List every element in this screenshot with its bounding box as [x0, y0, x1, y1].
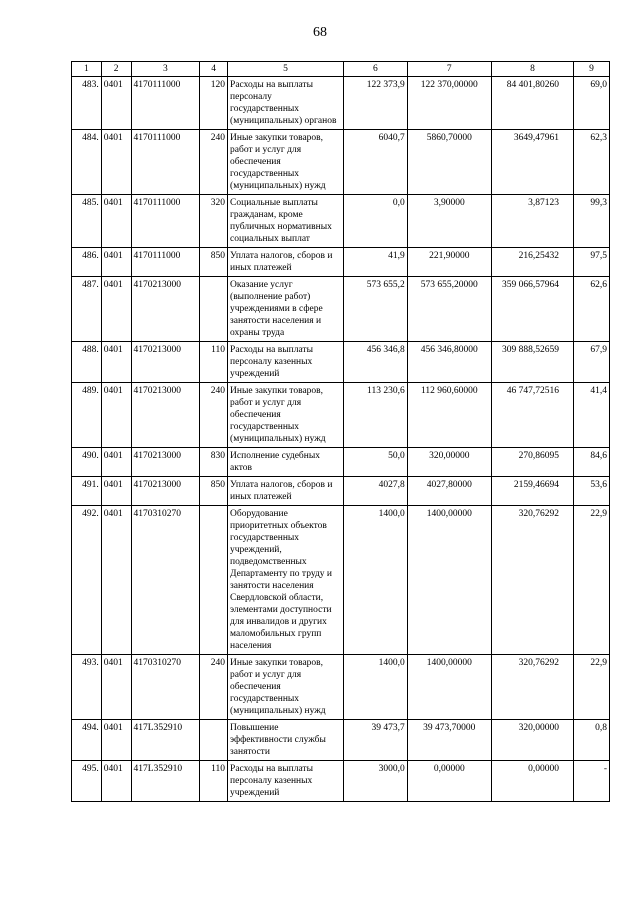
- executed-amount: 216,25432: [491, 248, 573, 277]
- section-code: 0401: [101, 477, 131, 506]
- target-article-code: 4170111000: [131, 77, 200, 130]
- column-header: 8: [491, 62, 573, 77]
- target-article-code: 417L352910: [131, 761, 200, 802]
- row-number: 490.: [72, 448, 102, 477]
- section-code: 0401: [101, 130, 131, 195]
- column-header: 3: [131, 62, 200, 77]
- column-header: 1: [72, 62, 102, 77]
- execution-percent: 0,8: [574, 720, 610, 761]
- column-header: 4: [200, 62, 228, 77]
- approved-amount: 456 346,8: [344, 342, 408, 383]
- item-name: Уплата налогов, сборов и иных платежей: [228, 477, 344, 506]
- table-row: [72, 448, 610, 477]
- executed-amount: 46 747,72516: [491, 383, 573, 448]
- column-header: 2: [101, 62, 131, 77]
- approved-amount: 0,0: [344, 195, 408, 248]
- approved-amount: 3000,0: [344, 761, 408, 802]
- table-row: [72, 655, 610, 720]
- execution-percent: 41,4: [574, 383, 610, 448]
- table-row: [72, 248, 610, 277]
- row-number: 491.: [72, 477, 102, 506]
- target-article-code: 4170111000: [131, 130, 200, 195]
- section-code: 0401: [101, 277, 131, 342]
- row-number: 492.: [72, 506, 102, 655]
- target-article-code: 4170213000: [131, 277, 200, 342]
- expense-type-code: 110: [200, 342, 228, 383]
- item-name: Расходы на выплаты персоналу казенных учреждений: [228, 761, 344, 802]
- item-name: Оказание услуг (выполнение работ) учреждениями в сфере занятости населения и охраны труда: [228, 277, 344, 342]
- page-number: 68: [313, 25, 327, 40]
- execution-percent: 99,3: [574, 195, 610, 248]
- planned-amount: 3,90000: [407, 195, 491, 248]
- planned-amount: 4027,80000: [407, 477, 491, 506]
- approved-amount: 122 373,9: [344, 77, 408, 130]
- section-code: 0401: [101, 248, 131, 277]
- planned-amount: 456 346,80000: [407, 342, 491, 383]
- target-article-code: 4170213000: [131, 448, 200, 477]
- table-row: [72, 477, 610, 506]
- planned-amount: 1400,00000: [407, 655, 491, 720]
- approved-amount: 4027,8: [344, 477, 408, 506]
- item-name: Уплата налогов, сборов и иных платежей: [228, 248, 344, 277]
- table-row: [72, 383, 610, 448]
- item-name: Иные закупки товаров, работ и услуг для обеспечения государственных (муниципальных) нужд: [228, 655, 344, 720]
- row-number: 487.: [72, 277, 102, 342]
- table-row: [72, 77, 610, 130]
- section-code: 0401: [101, 655, 131, 720]
- planned-amount: 573 655,20000: [407, 277, 491, 342]
- expense-type-code: [200, 506, 228, 655]
- execution-percent: 69,0: [574, 77, 610, 130]
- section-code: 0401: [101, 448, 131, 477]
- column-header: 7: [407, 62, 491, 77]
- planned-amount: 0,00000: [407, 761, 491, 802]
- row-number: 489.: [72, 383, 102, 448]
- execution-percent: 22,9: [574, 506, 610, 655]
- executed-amount: 359 066,57964: [491, 277, 573, 342]
- section-code: 0401: [101, 506, 131, 655]
- approved-amount: 41,9: [344, 248, 408, 277]
- column-header: 9: [574, 62, 610, 77]
- execution-percent: 62,6: [574, 277, 610, 342]
- table-row: [72, 720, 610, 761]
- row-number: 495.: [72, 761, 102, 802]
- item-name: Оборудование приоритетных объектов государственных учреждений, подведомственных Департаменту по труду и занятости населения Свердловской области, элементами доступности для инвалидов и других маломобильных групп населения: [228, 506, 344, 655]
- section-code: 0401: [101, 383, 131, 448]
- table-row: [72, 277, 610, 342]
- table-row: [72, 342, 610, 383]
- execution-percent: 84,6: [574, 448, 610, 477]
- expense-type-code: 120: [200, 77, 228, 130]
- expense-type-code: [200, 720, 228, 761]
- executed-amount: 3649,47961: [491, 130, 573, 195]
- item-name: Иные закупки товаров, работ и услуг для обеспечения государственных (муниципальных) нужд: [228, 130, 344, 195]
- row-number: 484.: [72, 130, 102, 195]
- expense-type-code: 850: [200, 248, 228, 277]
- row-number: 486.: [72, 248, 102, 277]
- item-name: Исполнение судебных актов: [228, 448, 344, 477]
- expense-type-code: [200, 277, 228, 342]
- execution-percent: -: [574, 761, 610, 802]
- planned-amount: 112 960,60000: [407, 383, 491, 448]
- executed-amount: 2159,46694: [491, 477, 573, 506]
- table-row: [72, 195, 610, 248]
- planned-amount: 221,90000: [407, 248, 491, 277]
- execution-percent: 22,9: [574, 655, 610, 720]
- executed-amount: 0,00000: [491, 761, 573, 802]
- planned-amount: 122 370,00000: [407, 77, 491, 130]
- item-name: Иные закупки товаров, работ и услуг для обеспечения государственных (муниципальных) нужд: [228, 383, 344, 448]
- column-header: 6: [344, 62, 408, 77]
- row-number: 494.: [72, 720, 102, 761]
- planned-amount: 5860,70000: [407, 130, 491, 195]
- approved-amount: 1400,0: [344, 506, 408, 655]
- target-article-code: 4170111000: [131, 195, 200, 248]
- row-number: 483.: [72, 77, 102, 130]
- expense-type-code: 240: [200, 655, 228, 720]
- approved-amount: 39 473,7: [344, 720, 408, 761]
- budget-table: [71, 61, 610, 802]
- item-name: Социальные выплаты гражданам, кроме публичных нормативных социальных выплат: [228, 195, 344, 248]
- execution-percent: 53,6: [574, 477, 610, 506]
- planned-amount: 320,00000: [407, 448, 491, 477]
- column-header: 5: [228, 62, 344, 77]
- expense-type-code: 240: [200, 130, 228, 195]
- planned-amount: 1400,00000: [407, 506, 491, 655]
- executed-amount: 309 888,52659: [491, 342, 573, 383]
- target-article-code: 4170310270: [131, 655, 200, 720]
- expense-type-code: 320: [200, 195, 228, 248]
- section-code: 0401: [101, 77, 131, 130]
- table-row: [72, 130, 610, 195]
- target-article-code: 4170310270: [131, 506, 200, 655]
- planned-amount: 39 473,70000: [407, 720, 491, 761]
- target-article-code: 4170111000: [131, 248, 200, 277]
- table-row: [72, 506, 610, 655]
- item-name: Повышение эффективности службы занятости: [228, 720, 344, 761]
- target-article-code: 4170213000: [131, 342, 200, 383]
- expense-type-code: 850: [200, 477, 228, 506]
- expense-type-code: 240: [200, 383, 228, 448]
- expense-type-code: 830: [200, 448, 228, 477]
- row-number: 485.: [72, 195, 102, 248]
- executed-amount: 270,86095: [491, 448, 573, 477]
- row-number: 493.: [72, 655, 102, 720]
- header-row: [72, 62, 610, 77]
- approved-amount: 1400,0: [344, 655, 408, 720]
- row-number: 488.: [72, 342, 102, 383]
- section-code: 0401: [101, 761, 131, 802]
- executed-amount: 320,76292: [491, 506, 573, 655]
- target-article-code: 4170213000: [131, 477, 200, 506]
- executed-amount: 320,76292: [491, 655, 573, 720]
- approved-amount: 573 655,2: [344, 277, 408, 342]
- section-code: 0401: [101, 720, 131, 761]
- approved-amount: 50,0: [344, 448, 408, 477]
- item-name: Расходы на выплаты персоналу государственных (муниципальных) органов: [228, 77, 344, 130]
- section-code: 0401: [101, 195, 131, 248]
- execution-percent: 67,9: [574, 342, 610, 383]
- execution-percent: 62,3: [574, 130, 610, 195]
- approved-amount: 113 230,6: [344, 383, 408, 448]
- approved-amount: 6040,7: [344, 130, 408, 195]
- item-name: Расходы на выплаты персоналу казенных учреждений: [228, 342, 344, 383]
- target-article-code: 4170213000: [131, 383, 200, 448]
- expense-type-code: 110: [200, 761, 228, 802]
- executed-amount: 320,00000: [491, 720, 573, 761]
- execution-percent: 97,5: [574, 248, 610, 277]
- section-code: 0401: [101, 342, 131, 383]
- executed-amount: 3,87123: [491, 195, 573, 248]
- table-row: [72, 761, 610, 802]
- target-article-code: 417L352910: [131, 720, 200, 761]
- executed-amount: 84 401,80260: [491, 77, 573, 130]
